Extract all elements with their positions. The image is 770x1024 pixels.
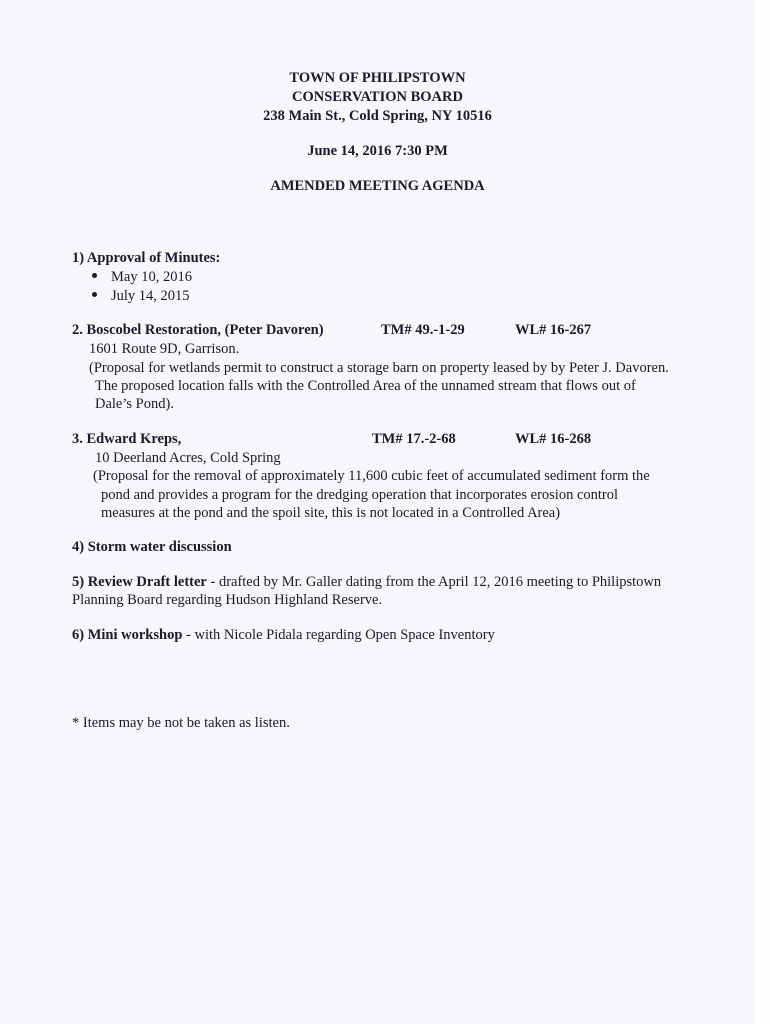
- item-2-desc-line-3: Dale’s Pond).: [95, 396, 174, 412]
- bullet-icon: [92, 273, 97, 278]
- item-2-address: 1601 Route 9D, Garrison.: [89, 341, 240, 357]
- item-6-text: - with Nicole Pidala regarding Open Space Inventory: [182, 627, 495, 643]
- footnote: * Items may be not be taken as listen.: [72, 715, 290, 731]
- board-name: CONSERVATION BOARD: [292, 89, 463, 105]
- item-4-heading: 4) Storm water discussion: [72, 539, 232, 555]
- page-edge: [755, 0, 770, 1024]
- item-5-line-1: [72, 573, 661, 592]
- item-3-desc-line-3: measures at the pond and the spoil site, this is not located in a Controlled Area): [101, 505, 561, 521]
- item-2-desc-line-1: (Proposal for wetlands permit to construct a storage barn on property leased by by Peter J. Davoren.: [89, 360, 669, 376]
- item-1-bullet-1: [92, 268, 192, 287]
- item-2-wl: WL# 16-267: [515, 322, 592, 338]
- item-3-desc-line-2: pond and provides a program for the dredging operation that incorporates erosion control: [101, 487, 619, 503]
- item-1-bullet-2: [92, 287, 190, 306]
- meeting-date: June 14, 2016 7:30 PM: [307, 143, 448, 159]
- item-3-wl: WL# 16-268: [515, 431, 592, 447]
- item-5-line-2: Planning Board regarding Hudson Highland Reserve.: [72, 592, 383, 608]
- item-3-tm: TM# 17.-2-68: [372, 431, 456, 447]
- bullet-icon: [92, 292, 97, 297]
- bullet-text: May 10, 2016: [111, 269, 192, 285]
- item-2-desc-line-2: The proposed location falls with the Controlled Area of the unnamed stream that flows out of: [95, 378, 636, 394]
- agenda-title: AMENDED MEETING AGENDA: [270, 178, 485, 194]
- item-3-address: 10 Deerland Acres, Cold Spring: [95, 450, 281, 466]
- town-name: TOWN OF PHILIPSTOWN: [289, 70, 466, 86]
- item-2-tm: TM# 49.-1-29: [381, 322, 465, 338]
- item-6-line: [72, 626, 495, 645]
- item-2-heading: 2. Boscobel Restoration, (Peter Davoren): [72, 322, 324, 338]
- item-5-text: - drafted by Mr. Galler dating from the April 12, 2016 meeting to Philipstown: [206, 574, 662, 590]
- item-1-heading: 1) Approval of Minutes:: [72, 250, 221, 266]
- item-3-desc-line-1: (Proposal for the removal of approximately 11,600 cubic feet of accumulated sediment form the: [93, 468, 650, 484]
- bullet-text: July 14, 2015: [111, 288, 190, 304]
- item-6-heading: 6) Mini workshop: [72, 627, 183, 643]
- item-5-heading: 5) Review Draft letter: [72, 574, 207, 590]
- board-address: 238 Main St., Cold Spring, NY 10516: [263, 108, 492, 124]
- item-3-heading: 3. Edward Kreps,: [72, 431, 182, 447]
